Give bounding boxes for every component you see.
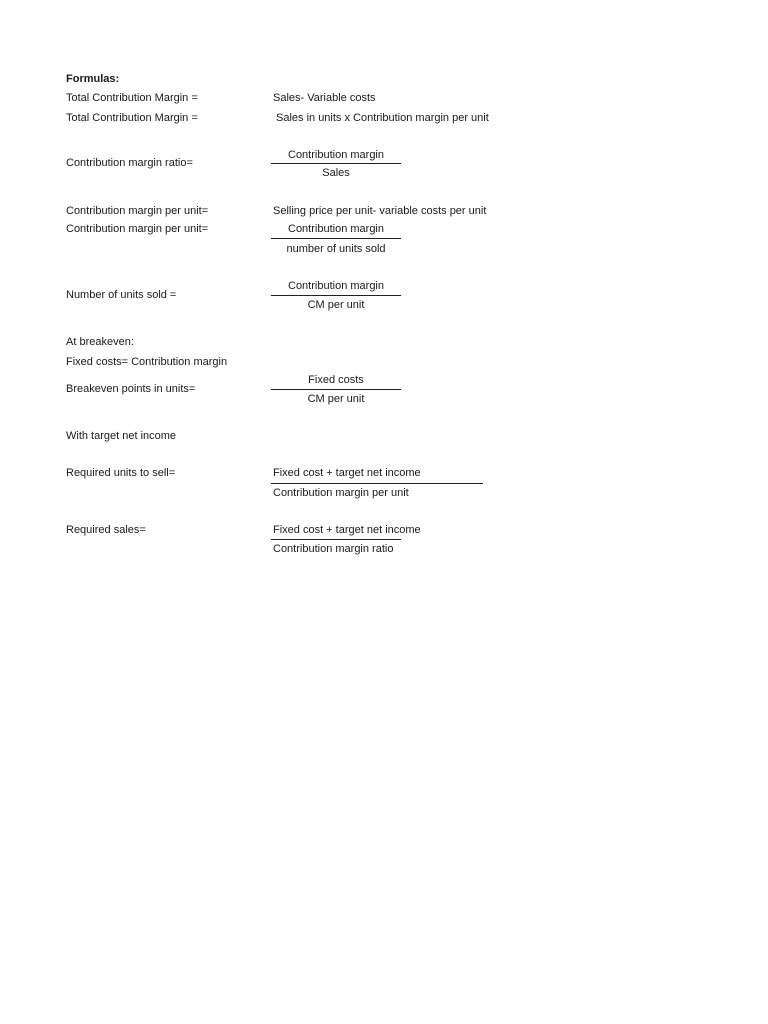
total-cm-formula-1: Sales- Variable costs <box>273 92 376 104</box>
cm-per-unit-denominator: number of units sold <box>286 243 386 255</box>
cm-ratio-label: Contribution margin ratio= <box>66 157 193 169</box>
target-income-heading: With target net income <box>66 430 177 442</box>
cm-per-unit-formula-1: Selling price per unit- variable costs per unit <box>273 205 487 217</box>
cm-per-unit-fraction-bar <box>271 238 401 239</box>
units-sold-fraction-bar <box>271 295 401 296</box>
required-units-denominator: Contribution margin per unit <box>273 487 409 499</box>
breakeven-heading: At breakeven: <box>66 336 134 348</box>
required-sales-label: Required sales= <box>66 524 146 536</box>
breakeven-units-label: Breakeven points in units= <box>66 383 196 395</box>
breakeven-units-numerator: Fixed costs <box>308 374 364 386</box>
required-units-label: Required units to sell= <box>66 467 176 479</box>
breakeven-fixed-costs: Fixed costs= Contribution margin <box>66 356 228 368</box>
cm-ratio-denominator: Sales <box>322 167 350 179</box>
units-sold-label: Number of units sold = <box>66 289 177 301</box>
cm-per-unit-label-1: Contribution margin per unit= <box>66 205 209 217</box>
required-units-numerator: Fixed cost + target net income <box>273 467 421 479</box>
required-sales-fraction-bar <box>271 539 401 540</box>
required-units-fraction-bar <box>271 483 483 484</box>
total-cm-formula-2: Sales in units x Contribution margin per unit <box>276 112 489 124</box>
total-cm-label-2: Total Contribution Margin = <box>66 112 198 124</box>
required-sales-denominator: Contribution margin ratio <box>273 543 394 555</box>
cm-per-unit-numerator: Contribution margin <box>288 223 384 235</box>
breakeven-units-denominator: CM per unit <box>307 393 365 405</box>
formulas-heading: Formulas: <box>66 73 120 85</box>
cm-ratio-numerator: Contribution margin <box>288 149 384 161</box>
total-cm-label-1: Total Contribution Margin = <box>66 92 198 104</box>
breakeven-units-fraction-bar <box>271 389 401 390</box>
cm-per-unit-label-2: Contribution margin per unit= <box>66 223 209 235</box>
required-sales-numerator: Fixed cost + target net income <box>273 524 421 536</box>
units-sold-numerator: Contribution margin <box>288 280 384 292</box>
units-sold-denominator: CM per unit <box>307 299 365 311</box>
cm-ratio-fraction-bar <box>271 163 401 164</box>
